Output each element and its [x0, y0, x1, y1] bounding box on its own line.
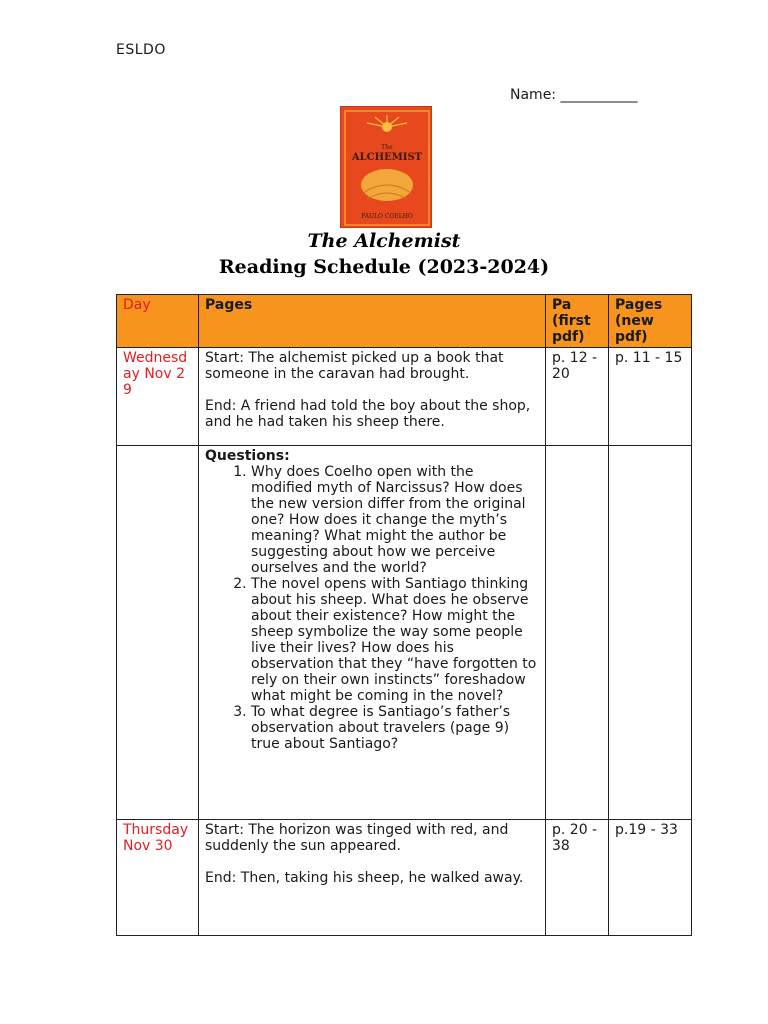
questions-list — [205, 464, 539, 752]
day-cell — [117, 446, 199, 820]
new-pdf-cell: p. 11 - 15 — [609, 348, 692, 446]
name-field-label: Name: ___________ — [510, 87, 638, 103]
question-item: 2. The novel opens with Santiago thinking about his sheep. What does he observe about their existence? How might the sheep symbolize the way some people live their lives? How does his observation that they “have forgotten to rely on their own instincts” foreshadow what might be coming in the novel? — [251, 576, 539, 704]
start-text: Start: The alchemist picked up a book that someone in the caravan had brought. — [205, 350, 504, 382]
svg-text:ALCHEMIST: ALCHEMIST — [351, 152, 423, 163]
book-title: The Alchemist — [307, 230, 461, 252]
new-pdf-cell — [609, 446, 692, 820]
reading-schedule-table — [116, 294, 692, 936]
question-item: 3. To what degree is Santiago’s father’s observation about travelers (page 9) true about Santiago? — [251, 704, 539, 752]
questions-cell — [199, 446, 546, 820]
question-item: 1. Why does Coelho open with the modified myth of Narcissus? How does the new version differ from the original one? How does it change the myth’s meaning? What might the author be suggesting about how we perceive ourselves and the world? — [251, 464, 539, 576]
pages-cell — [199, 820, 546, 936]
book-cover-image — [340, 106, 432, 228]
end-text: End: Then, taking his sheep, he walked away. — [205, 870, 524, 886]
first-pdf-cell: p. 12 - 20 — [546, 348, 609, 446]
new-pdf-cell: p.19 - 33 — [609, 820, 692, 936]
table-row — [117, 446, 692, 820]
first-pdf-cell: p. 20 - 38 — [546, 820, 609, 936]
questions-heading: Questions: — [205, 448, 290, 464]
header-first-pdf: Pa (first pdf) — [546, 295, 609, 348]
table-header-row — [117, 295, 692, 348]
start-text: Start: The horizon was tinged with red, and suddenly the sun appeared. — [205, 822, 509, 854]
svg-text:PAULO COELHO: PAULO COELHO — [361, 213, 413, 220]
day-cell: Wednesday Nov 29 — [117, 348, 199, 446]
header-day: Day — [117, 295, 199, 348]
table-row — [117, 348, 692, 446]
schedule-title: Reading Schedule (2023-2024) — [218, 256, 550, 278]
day-cell: Thursday Nov 30 — [117, 820, 199, 936]
header-pages: Pages — [199, 295, 546, 348]
organization-label: ESLDO — [116, 42, 166, 58]
end-text: End: A friend had told the boy about the shop, and he had taken his sheep there. — [205, 398, 531, 430]
svg-text:The: The — [381, 144, 393, 151]
table-row — [117, 820, 692, 936]
header-new-pdf: Pages (new pdf) — [609, 295, 692, 348]
pages-cell — [199, 348, 546, 446]
first-pdf-cell — [546, 446, 609, 820]
